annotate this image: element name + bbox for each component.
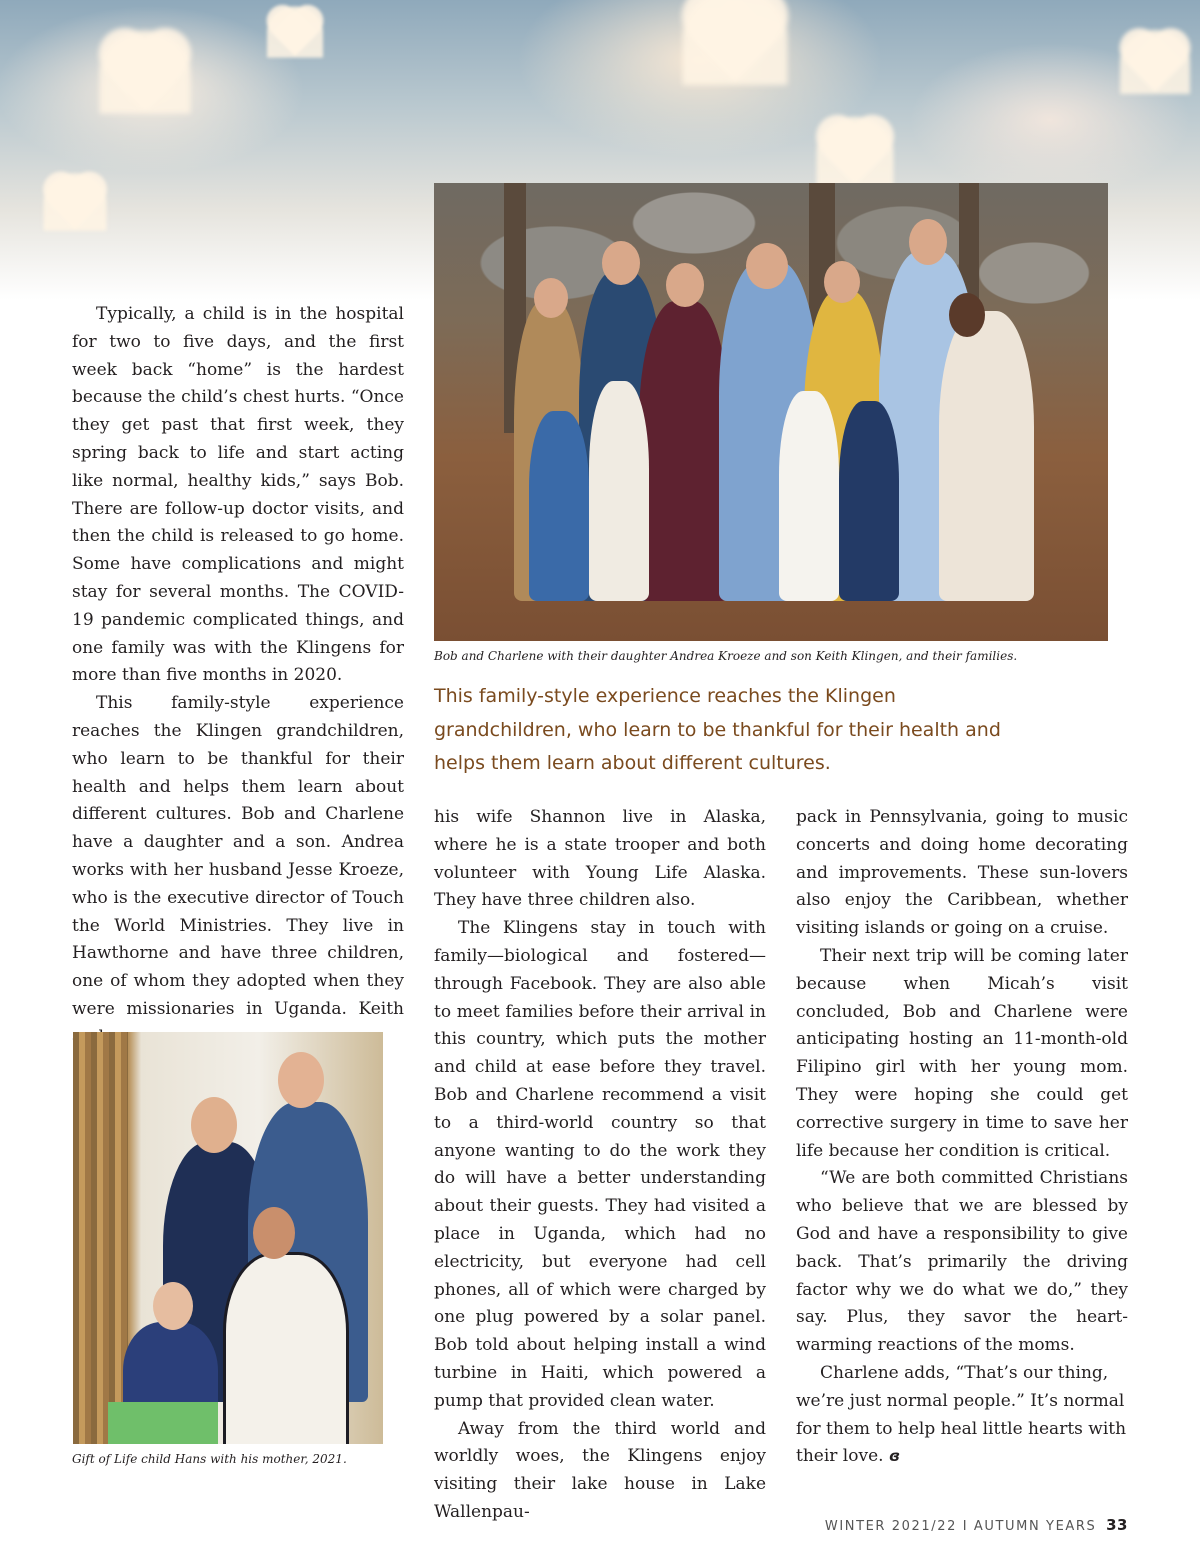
person-head [253, 1207, 295, 1259]
child-head [153, 1282, 193, 1330]
heart-bokeh-icon [683, 0, 788, 85]
person-figure [639, 301, 729, 601]
hans-photo-caption: Gift of Life child Hans with his mother, 2021. [72, 1452, 347, 1466]
person-head [824, 261, 860, 303]
person-head [278, 1052, 324, 1108]
heart-bokeh-icon [817, 117, 894, 187]
article-column-2 [434, 804, 766, 1527]
family-photo-caption: Bob and Charlene with their daughter Andrea Kroeze and son Keith Klingen, and their families. [434, 649, 1018, 663]
person-head [666, 263, 704, 307]
body-paragraph: his wife Shannon live in Alaska, where he is a state trooper and both volunteer with Young Life Alaska. They have three children also. [434, 807, 766, 911]
family-group-photo [434, 183, 1108, 641]
hans-and-family-photo [73, 1032, 383, 1444]
person-figure [939, 311, 1034, 601]
body-paragraph: “We are both committed Christians who believe that we are blessed by God and have a responsibility to give back. That’s primarily the driving factor why we do what we do,” they say. Plus, they savor the heart-warming reactions of the moms. [796, 1168, 1128, 1356]
child-figure [839, 401, 899, 601]
article-column-1 [72, 301, 404, 1052]
pull-quote: This family-style experience reaches the Klingen grandchildren, who learn to be thankful for their health and helps them learn about different cultures. [434, 685, 1001, 774]
body-paragraph: Their next trip will be coming later because when Micah’s visit concluded, Bob and Charlene were anticipating hosting an 11-month-old Filipino girl with her young mom. They were hoping she could get corrective surgery in time to save her life because her condition is critical. [796, 945, 1128, 1161]
body-paragraph: pack in Pennsylvania, going to music concerts and doing home decorating and improvements. These sun-lovers also enjoy the Caribbean, whether visiting islands or going on a cruise. [796, 807, 1128, 939]
body-paragraph: The Klingens stay in touch with family—biological and fostered—through Facebook. They are also able to meet families before their arrival in this country, which puts the mother and child at ease before they travel. Bob and Charlene recommend a visit to a third-world country so that anyone wanting to do the work they do will have a better understanding about their guests. They had visited a place in Uganda, which had no electricity, but everyone had cell phones, all of which were charged by one plug powered by a solar panel. Bob told about helping install a wind turbine in Haiti, which powered a pump that provided clean water. [434, 918, 766, 1411]
child-figure [529, 411, 589, 601]
person-head [746, 243, 788, 289]
body-paragraph [796, 1360, 1128, 1471]
person-head [602, 241, 640, 285]
end-of-article-icon: ɞ [888, 1447, 900, 1466]
curtain [73, 1032, 128, 1444]
heart-bokeh-icon [100, 30, 191, 113]
body-paragraph: Away from the third world and worldly woes, the Klingens enjoy visiting their lake house in Lake Wallenpau- [434, 1418, 766, 1522]
heart-bokeh-icon [267, 6, 323, 57]
person-head [909, 219, 947, 265]
heart-bokeh-icon [1120, 30, 1190, 94]
person-head [534, 278, 568, 318]
publication-name: AUTUMN YEARS [973, 1519, 1097, 1534]
page-number: 33 [1106, 1516, 1128, 1534]
body-paragraph: This family-style experience reaches the Klingen grandchildren, who learn to be thankful for their health and helps them learn about different cultures. Bob and Charlene have a daughter and a son. Andrea works with her husband Jesse Kroeze, who is the executive director of Touch the World Ministries. They live in Hawthorne and have three children, one of whom they adopted when they were missionaries in Uganda. Keith [72, 693, 404, 1019]
person-head [191, 1097, 237, 1153]
page-footer [825, 1516, 1128, 1534]
footer-separator: I [962, 1519, 969, 1534]
issue-label: WINTER 2021/22 [824, 1519, 957, 1534]
child-figure [779, 391, 839, 601]
child-figure [589, 381, 649, 601]
closing-paragraph-text: Charlene adds, “That’s our thing, we’re just normal people.” It’s normal for them to help heal little hearts with their love. [796, 1362, 1127, 1467]
article-column-3 [796, 804, 1128, 1471]
heart-bokeh-icon [44, 173, 107, 231]
person-figure [223, 1252, 349, 1444]
body-paragraph: Typically, a child is in the hospital for two to five days, and the first week back “home” is the hardest because the child’s chest hurts. “Once they get past that first week, they spring back to life and start acting like normal, healthy kids,” says Bob. There are follow-up doctor visits, and then the child is released to go home. Some have complications and might stay for several months. The COVID-19 pandemic complicated things, and one family was with the Klingens for more than five months in 2020. [72, 304, 404, 686]
child-shorts [108, 1402, 218, 1444]
person-head [949, 293, 985, 337]
